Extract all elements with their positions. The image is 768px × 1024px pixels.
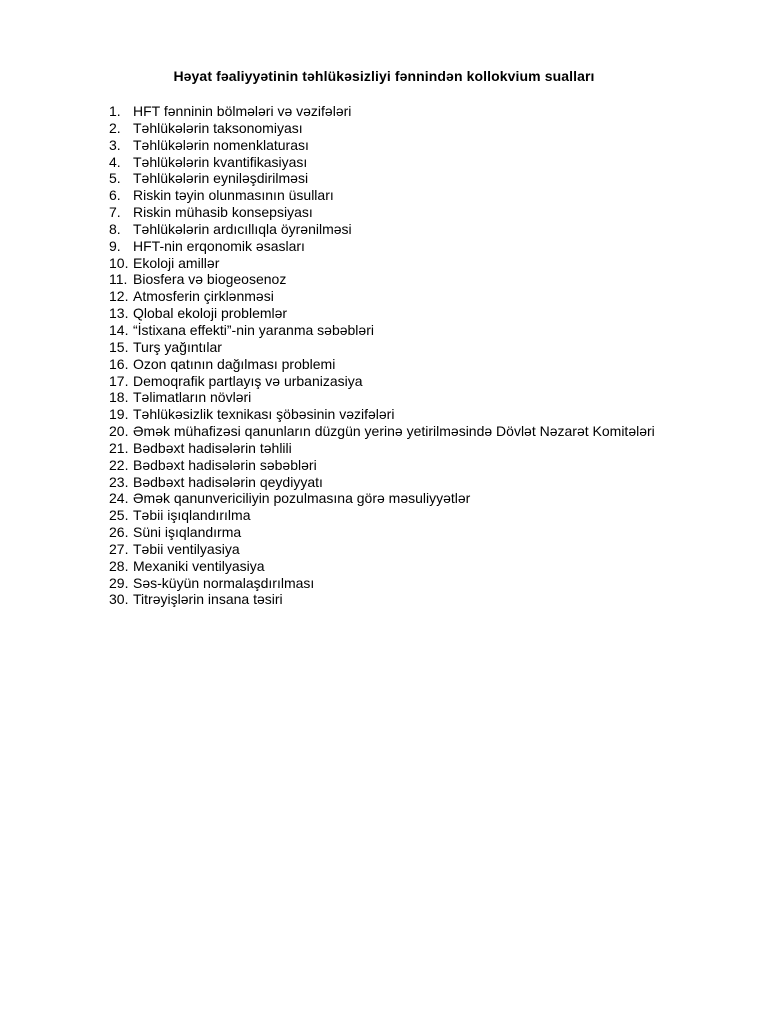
list-item <box>109 490 655 507</box>
list-item <box>109 558 655 575</box>
list-item-number: 9. <box>109 237 121 254</box>
list-item <box>109 507 655 524</box>
list-item-number: 22. <box>109 456 129 473</box>
list-item-number: 28. <box>109 557 129 574</box>
list-item-number: 17. <box>109 372 129 389</box>
list-item-text: Riskin təyin olunmasının üsulları <box>133 187 334 204</box>
list-item-number: 14. <box>109 321 129 338</box>
list-item-number: 18. <box>109 389 129 406</box>
list-item-text: Qlobal ekoloji problemlər <box>133 305 288 322</box>
list-item-text: Təbii ventilyasiya <box>133 540 240 557</box>
list-item-text: Təhlükələrin ardıcıllıqla öyrənilməsi <box>133 220 352 237</box>
list-item <box>109 271 655 288</box>
list-item <box>109 373 655 390</box>
list-item-text: Süni işıqlandırma <box>133 524 242 541</box>
list-item <box>109 524 655 541</box>
list-item-text: Əmək mühafizəsi qanunların düzgün yerinə yetirilməsində Dövlət Nəzarət Komitələri <box>133 423 655 440</box>
list-item-number: 1. <box>109 103 121 119</box>
list-item <box>109 457 655 474</box>
list-item <box>109 255 655 272</box>
list-item-number: 13. <box>109 305 129 322</box>
list-item-text: Ekoloji amillər <box>133 254 220 271</box>
list-item-number: 11. <box>109 271 128 288</box>
list-item-text: Titrəyişlərin insana təsiri <box>133 591 283 608</box>
list-item <box>109 423 655 440</box>
list-item <box>109 406 655 423</box>
list-item-text: Atmosferin çirklənməsi <box>133 288 274 305</box>
list-item <box>109 339 655 356</box>
list-item-text: Turş yağıntılar <box>133 338 222 355</box>
list-item-number: 16. <box>109 355 129 372</box>
list-item-text: Biosfera və biogeosenoz <box>133 271 287 288</box>
list-item <box>109 389 655 406</box>
list-item-text: Təhlükələrin nomenklaturası <box>133 136 309 153</box>
list-item-number: 23. <box>109 473 129 490</box>
list-item-number: 10. <box>109 254 129 271</box>
list-item <box>109 238 655 255</box>
list-item-text: Təhlükələrin eyniləşdirilməsi <box>133 170 309 187</box>
list-item-number: 15. <box>109 338 129 355</box>
list-item-number: 24. <box>109 490 129 507</box>
list-item <box>109 187 655 204</box>
list-item-number: 5. <box>109 170 121 187</box>
list-item <box>109 305 655 322</box>
list-item-number: 25. <box>109 507 129 524</box>
list-item-text: Təlimatların növləri <box>133 389 252 406</box>
list-item <box>109 221 655 238</box>
list-item-number: 29. <box>109 574 129 591</box>
question-list <box>109 103 655 608</box>
list-item-text: Əmək qanunvericiliyin pozulmasına görə məsuliyyətlər <box>133 490 471 507</box>
list-item <box>109 591 655 608</box>
list-item-number: 8. <box>109 220 121 237</box>
list-item <box>109 288 655 305</box>
list-item-number: 6. <box>109 187 121 204</box>
list-item <box>109 474 655 491</box>
list-item-number: 2. <box>109 119 121 136</box>
list-item-number: 4. <box>109 153 121 170</box>
list-item-number: 21. <box>109 439 129 456</box>
list-item <box>109 541 655 558</box>
list-item-text: Ozon qatının dağılması problemi <box>133 355 336 372</box>
list-item-text: Təhlükəsizlik texnikası şöbəsinin vəzifələri <box>133 406 395 423</box>
list-item-number: 19. <box>109 406 129 423</box>
list-item-text: Təhlükələrin kvantifikasiyası <box>133 153 308 170</box>
list-item <box>109 137 655 154</box>
list-item <box>109 440 655 457</box>
list-item-number: 3. <box>109 136 121 153</box>
list-item <box>109 154 655 171</box>
list-item-text: Bədbəxt hadisələrin təhlili <box>133 439 292 456</box>
list-item-number: 12. <box>109 288 129 305</box>
list-item-text: HFT-nin erqonomik əsasları <box>133 237 305 254</box>
list-item-text: Riskin mühasib konsepsiyası <box>133 204 313 221</box>
list-item-text: “İstixana effekti”-nin yaranma səbəbləri <box>133 321 374 338</box>
list-item-text: Bədbəxt hadisələrin səbəbləri <box>133 456 317 473</box>
list-item-text: Bədbəxt hadisələrin qeydiyyatı <box>133 473 323 490</box>
list-item-text: Təhlükələrin taksonomiyası <box>133 119 303 136</box>
list-item <box>109 322 655 339</box>
list-item <box>109 356 655 373</box>
list-item-text: Demoqrafik partlayış və urbanizasiya <box>133 372 363 389</box>
list-item-number: 26. <box>109 524 129 541</box>
list-item-number: 7. <box>109 204 121 221</box>
list-item-text: Təbii işıqlandırılma <box>133 507 251 524</box>
list-item <box>109 103 655 120</box>
list-item <box>109 170 655 187</box>
list-item <box>109 204 655 221</box>
list-item-number: 30. <box>109 591 129 608</box>
list-item-number: 27. <box>109 540 129 557</box>
list-item-text: HFT fənninin bölmələri və vəzifələri <box>133 103 352 119</box>
list-item-number: 20. <box>109 423 129 440</box>
list-item <box>109 120 655 137</box>
list-item-text: Səs-küyün normalaşdırılması <box>133 574 315 591</box>
list-item-text: Mexaniki ventilyasiya <box>133 557 265 574</box>
list-item <box>109 575 655 592</box>
document-title: Həyat fəaliyyətinin təhlükəsizliyi fənnindən kollokvium sualları <box>173 68 595 84</box>
